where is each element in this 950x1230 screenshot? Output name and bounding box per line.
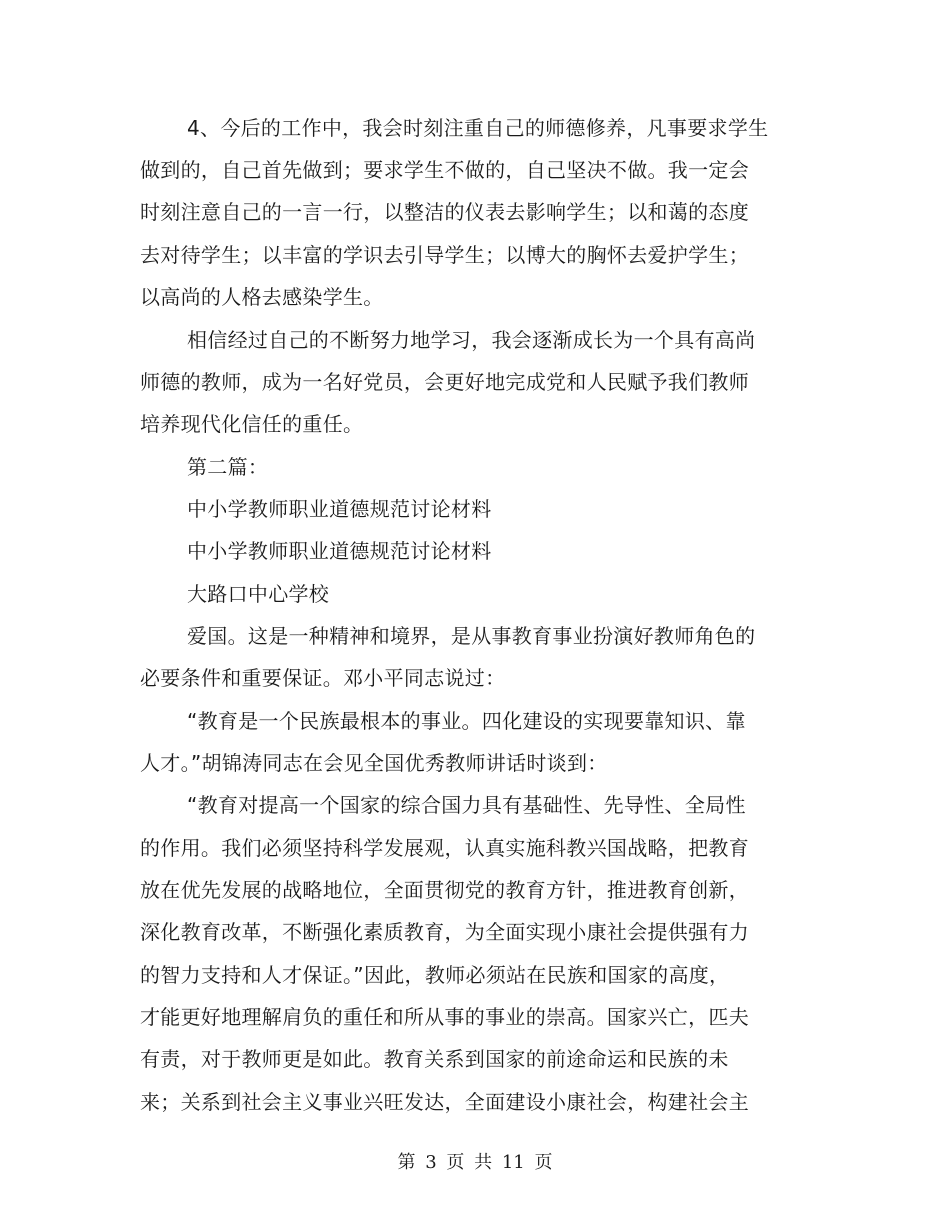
school-name: 大路口中心学校	[187, 582, 330, 606]
quote-line: “教育是一个民族最根本的事业。四化建设的实现要靠知识、靠	[187, 709, 746, 733]
quote-line: “教育对提高一个国家的综合国力具有基础性、先导性、全局性	[187, 793, 746, 817]
paragraph-line: 相信经过自己的不断努力地学习，我会逐渐成长为一个具有高尚	[187, 328, 756, 352]
quote-line: 人才。”胡锦涛同志在会见全国优秀教师讲话时谈到：	[140, 751, 608, 775]
paragraph-line: 做到的，自己首先做到；要求学生不做的，自己坚决不做。我一定会	[140, 158, 749, 182]
paragraph-line: 来；关系到社会主义事业兴旺发达，全面建设小康社会，构建社会主	[140, 1090, 749, 1114]
paragraph-line: 时刻注意自己的一言一行，以整洁的仪表去影响学生；以和蔼的态度	[140, 200, 749, 224]
document-title: 中小学教师职业道德规范讨论材料	[187, 497, 492, 521]
paragraph-line: 深化教育改革，不断强化素质教育，为全面实现小康社会提供强有力	[140, 920, 749, 944]
paragraph-line: 放在优先发展的战略地位，全面贯彻党的教育方针，推进教育创新，	[140, 878, 749, 902]
paragraph-line: 才能更好地理解肩负的重任和所从事的事业的崇高。国家兴亡，匹夫	[140, 1005, 749, 1029]
paragraph-line: 爱国。这是一种精神和境界，是从事教育事业扮演好教师角色的	[187, 624, 756, 648]
paragraph-line: 培养现代化信任的重任。	[140, 412, 364, 436]
section-heading: 第二篇：	[187, 455, 269, 479]
paragraph-line: 以高尚的人格去感染学生。	[140, 285, 384, 309]
paragraph-line: 的智力支持和人才保证。”因此，教师必须站在民族和国家的高度，	[140, 963, 730, 987]
document-title: 中小学教师职业道德规范讨论材料	[187, 539, 492, 563]
paragraph-line: 师德的教师，成为一名好党员，会更好地完成党和人民赋予我们教师	[140, 370, 749, 394]
paragraph-line: 的作用。我们必须坚持科学发展观，认真实施科教兴国战略，把教育	[140, 836, 749, 860]
page-number-footer: 第 3 页 共 11 页	[397, 1152, 553, 1173]
paragraph-line: 必要条件和重要保证。邓小平同志说过：	[140, 666, 506, 690]
paragraph-line: 有责，对于教师更是如此。教育关系到国家的前途命运和民族的未	[140, 1047, 729, 1071]
paragraph-line: 去对待学生；以丰富的学识去引导学生；以博大的胸怀去爱护学生；	[140, 243, 749, 267]
paragraph-line: 4、今后的工作中，我会时刻注重自己的师德修养，凡事要求学生	[187, 116, 769, 140]
